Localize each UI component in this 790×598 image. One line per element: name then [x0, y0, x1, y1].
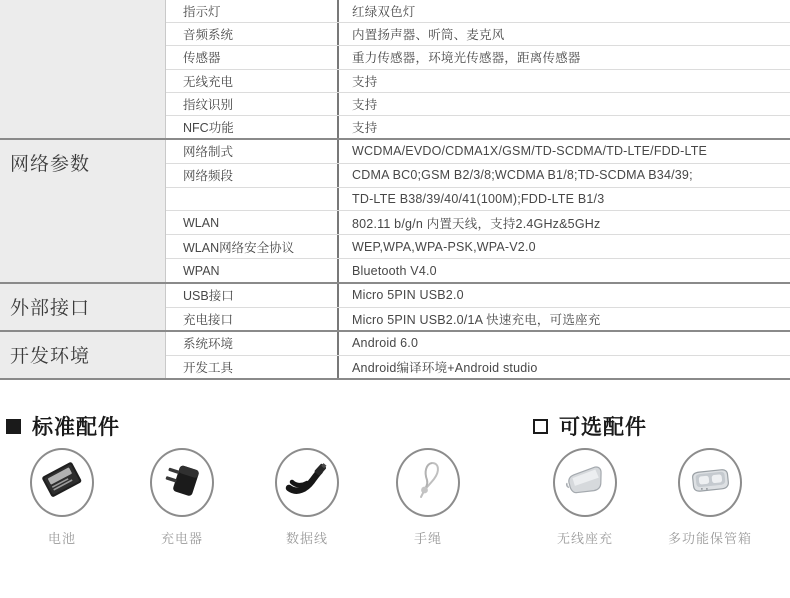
- spec-row: [166, 70, 790, 93]
- accessory-circle: [275, 448, 339, 517]
- spec-value: Micro 5PIN USB2.0/1A 快速充电，可选座充: [337, 308, 790, 331]
- spec-row: [166, 188, 790, 212]
- spec-section: [0, 138, 790, 282]
- spec-attribute: USB接口: [183, 289, 234, 304]
- spec-row: [166, 23, 790, 46]
- spec-attribute: 开发工具: [183, 360, 234, 375]
- storage-box-icon: [686, 456, 734, 509]
- spec-attribute: 指纹识别: [183, 97, 234, 112]
- spec-section: [0, 282, 790, 330]
- spec-attribute: WLAN: [183, 215, 220, 230]
- accessory-label: 多功能保管箱: [667, 531, 752, 546]
- spec-attribute: WPAN: [183, 263, 220, 278]
- spec-attribute: 网络制式: [183, 145, 234, 160]
- spec-section-label: [0, 0, 165, 9]
- spec-section-label: 网络参数: [10, 154, 91, 175]
- spec-value: Bluetooth V4.0: [337, 259, 790, 282]
- spec-attribute: WLAN网络安全协议: [183, 240, 295, 255]
- spec-row: [166, 0, 790, 23]
- accessory-label: 无线座充: [556, 531, 613, 546]
- charger-icon: [159, 457, 205, 508]
- spec-section-label-cell: [0, 0, 166, 138]
- spec-row: [166, 259, 790, 282]
- accessory-circle: [150, 448, 214, 517]
- spec-value: 重力传感器，环境光传感器，距离传感器: [337, 46, 790, 68]
- spec-value: CDMA BC0;GSM B2/3/8;WCDMA B1/8;TD-SCDMA B34/39;: [337, 164, 790, 187]
- spec-attribute: 无线充电: [183, 74, 234, 89]
- accessory-item: [134, 448, 230, 547]
- spec-attribute: 传感器: [183, 51, 221, 66]
- spec-row: [166, 164, 790, 188]
- spec-value: TD-LTE B38/39/40/41(100M);FDD-LTE B1/3: [337, 188, 790, 211]
- accessory-circle: [678, 448, 742, 517]
- spec-section: [0, 0, 790, 138]
- spec-value: 支持: [337, 93, 790, 115]
- spec-section: [0, 330, 790, 380]
- spec-value: Android编译环境+Android studio: [337, 356, 790, 379]
- spec-value: 支持: [337, 70, 790, 92]
- spec-value: Android 6.0: [337, 332, 790, 355]
- spec-attribute: NFC功能: [183, 120, 234, 135]
- standard-accessories-header: [6, 411, 120, 441]
- spec-section-label: 外部接口: [10, 298, 91, 319]
- spec-attribute: 指示灯: [183, 5, 221, 20]
- accessory-item: [662, 448, 758, 547]
- accessory-item: [537, 448, 633, 547]
- spec-value: Micro 5PIN USB2.0: [337, 284, 790, 307]
- spec-value: 红绿双色灯: [337, 0, 790, 22]
- spec-section-label-cell: [0, 284, 166, 330]
- battery-icon: [39, 457, 85, 508]
- spec-row: [166, 332, 790, 356]
- spec-row: [166, 211, 790, 235]
- spec-attribute: 网络频段: [183, 169, 234, 184]
- accessory-item: [380, 448, 476, 547]
- spec-row: [166, 284, 790, 308]
- spec-row: [166, 140, 790, 164]
- optional-accessories-header: [533, 411, 647, 441]
- accessory-label: 电池: [47, 531, 76, 546]
- wireless-dock-icon: [561, 456, 609, 509]
- outline-square-icon: [533, 419, 548, 434]
- accessory-item: [259, 448, 355, 547]
- accessory-label: 手绳: [413, 531, 442, 546]
- spec-attribute: 系统环境: [183, 337, 234, 352]
- spec-value: WCDMA/EVDO/CDMA1X/GSM/TD-SCDMA/TD-LTE/FDD-LTE: [337, 140, 790, 163]
- accessory-label: 数据线: [285, 531, 328, 546]
- spec-attribute: 充电接口: [183, 312, 234, 327]
- optional-accessories-title: 可选配件: [559, 416, 647, 439]
- spec-row: [166, 93, 790, 116]
- spec-section-label-cell: [0, 140, 166, 282]
- standard-accessories-title: 标准配件: [32, 416, 120, 439]
- spec-row: [166, 308, 790, 331]
- spec-value: WEP,WPA,WPA-PSK,WPA-V2.0: [337, 235, 790, 258]
- spec-row: [166, 116, 790, 138]
- accessory-circle: [30, 448, 94, 517]
- spec-row: [166, 356, 790, 379]
- accessory-label: 充电器: [160, 531, 203, 546]
- spec-row: [166, 235, 790, 259]
- spec-section-label-cell: [0, 332, 166, 378]
- spec-row: [166, 46, 790, 69]
- spec-section-label: 开发环境: [10, 346, 91, 367]
- accessory-circle: [396, 448, 460, 517]
- strap-icon: [405, 457, 451, 508]
- accessory-circle: [553, 448, 617, 517]
- spec-value: 支持: [337, 116, 790, 138]
- spec-value: 802.11 b/g/n 内置天线，支持2.4GHz&5GHz: [337, 211, 790, 234]
- spec-value: 内置扬声器、听筒、麦克风: [337, 23, 790, 45]
- cable-icon: [284, 457, 330, 508]
- filled-square-icon: [6, 419, 21, 434]
- accessory-item: [14, 448, 110, 547]
- spec-attribute: 音频系统: [183, 28, 234, 43]
